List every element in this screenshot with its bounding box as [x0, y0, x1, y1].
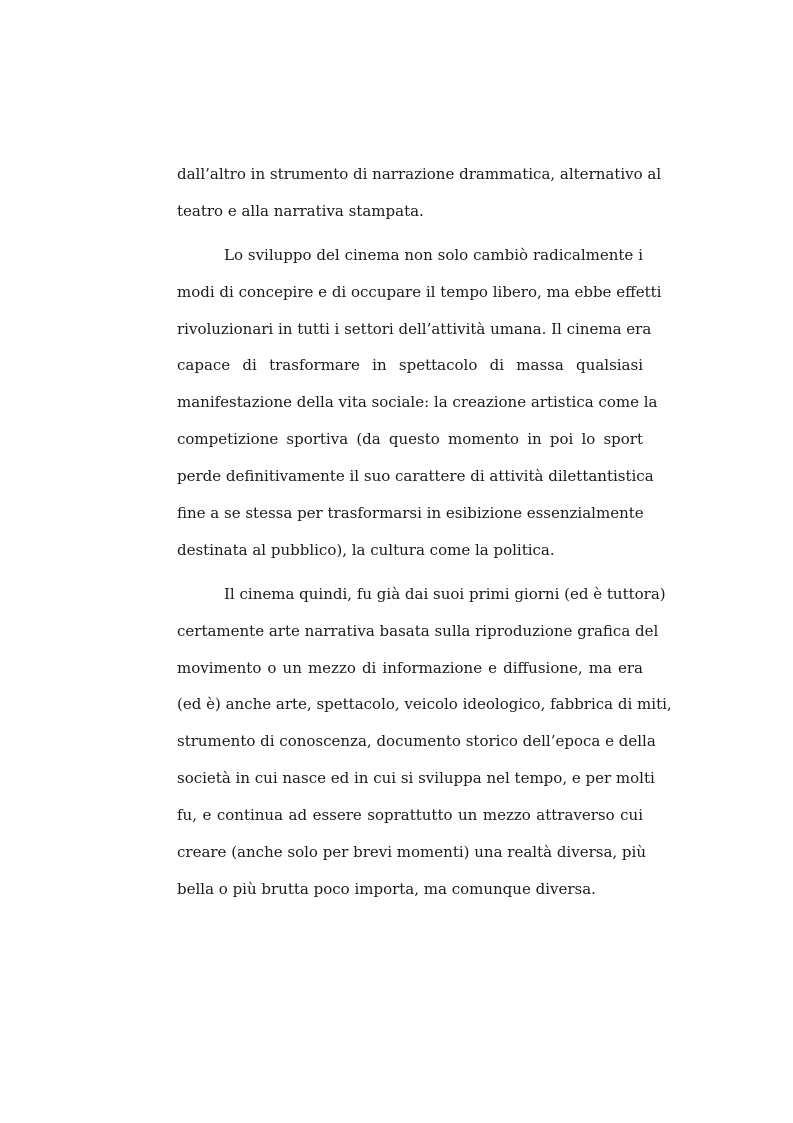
- paragraph-gap: [177, 230, 643, 237]
- text-line: teatro e alla narrativa stampata.: [177, 201, 424, 220]
- text-line: competizione sportiva (da questo momento in poi lo sport: [177, 430, 643, 449]
- text-line: manifestazione della vita sociale: la creazione artistica come la: [177, 393, 658, 412]
- text-line: (ed è) anche arte, spettacolo, veicolo ideologico, fabbrica di miti,: [177, 695, 672, 714]
- text-line: Il cinema quindi, fu già dai suoi primi giorni (ed è tuttora): [224, 584, 666, 603]
- paragraph-2: [177, 237, 662, 569]
- text-line: società in cui nasce ed in cui si sviluppa nel tempo, e per molti: [177, 769, 655, 788]
- paragraph-3: [177, 576, 672, 908]
- text-line: modi di concepire e di occupare il tempo libero, ma ebbe effetti: [177, 282, 662, 301]
- paragraph-gap: [177, 569, 643, 576]
- text-line: fu, e continua ad essere soprattutto un mezzo attraverso cui: [177, 806, 643, 825]
- text-line: movimento o un mezzo di informazione e diffusione, ma era: [177, 658, 643, 677]
- text-line: strumento di conoscenza, documento storico dell’epoca e della: [177, 732, 656, 751]
- text-line: Lo sviluppo del cinema non solo cambiò radicalmente i: [224, 245, 643, 264]
- body-text: [177, 156, 672, 908]
- text-line: perde definitivamente il suo carattere di attività dilettantistica: [177, 467, 654, 486]
- text-line: destinata al pubblico), la cultura come la politica.: [177, 540, 555, 559]
- text-line: dall’altro in strumento di narrazione drammatica, alternativo al: [177, 165, 662, 183]
- text-line: creare (anche solo per brevi momenti) una realtà diversa, più: [177, 843, 646, 862]
- text-line: capace di trasformare in spettacolo di massa qualsiasi: [177, 356, 643, 375]
- paragraph-1: [177, 156, 662, 230]
- text-line: certamente arte narrativa basata sulla riproduzione grafica del: [177, 621, 659, 640]
- text-line: fine a se stessa per trasformarsi in esibizione essenzialmente: [177, 504, 644, 523]
- text-line: rivoluzionari in tutti i settori dell’attività umana. Il cinema era: [177, 319, 652, 338]
- text-line: bella o più brutta poco importa, ma comunque diversa.: [177, 879, 596, 898]
